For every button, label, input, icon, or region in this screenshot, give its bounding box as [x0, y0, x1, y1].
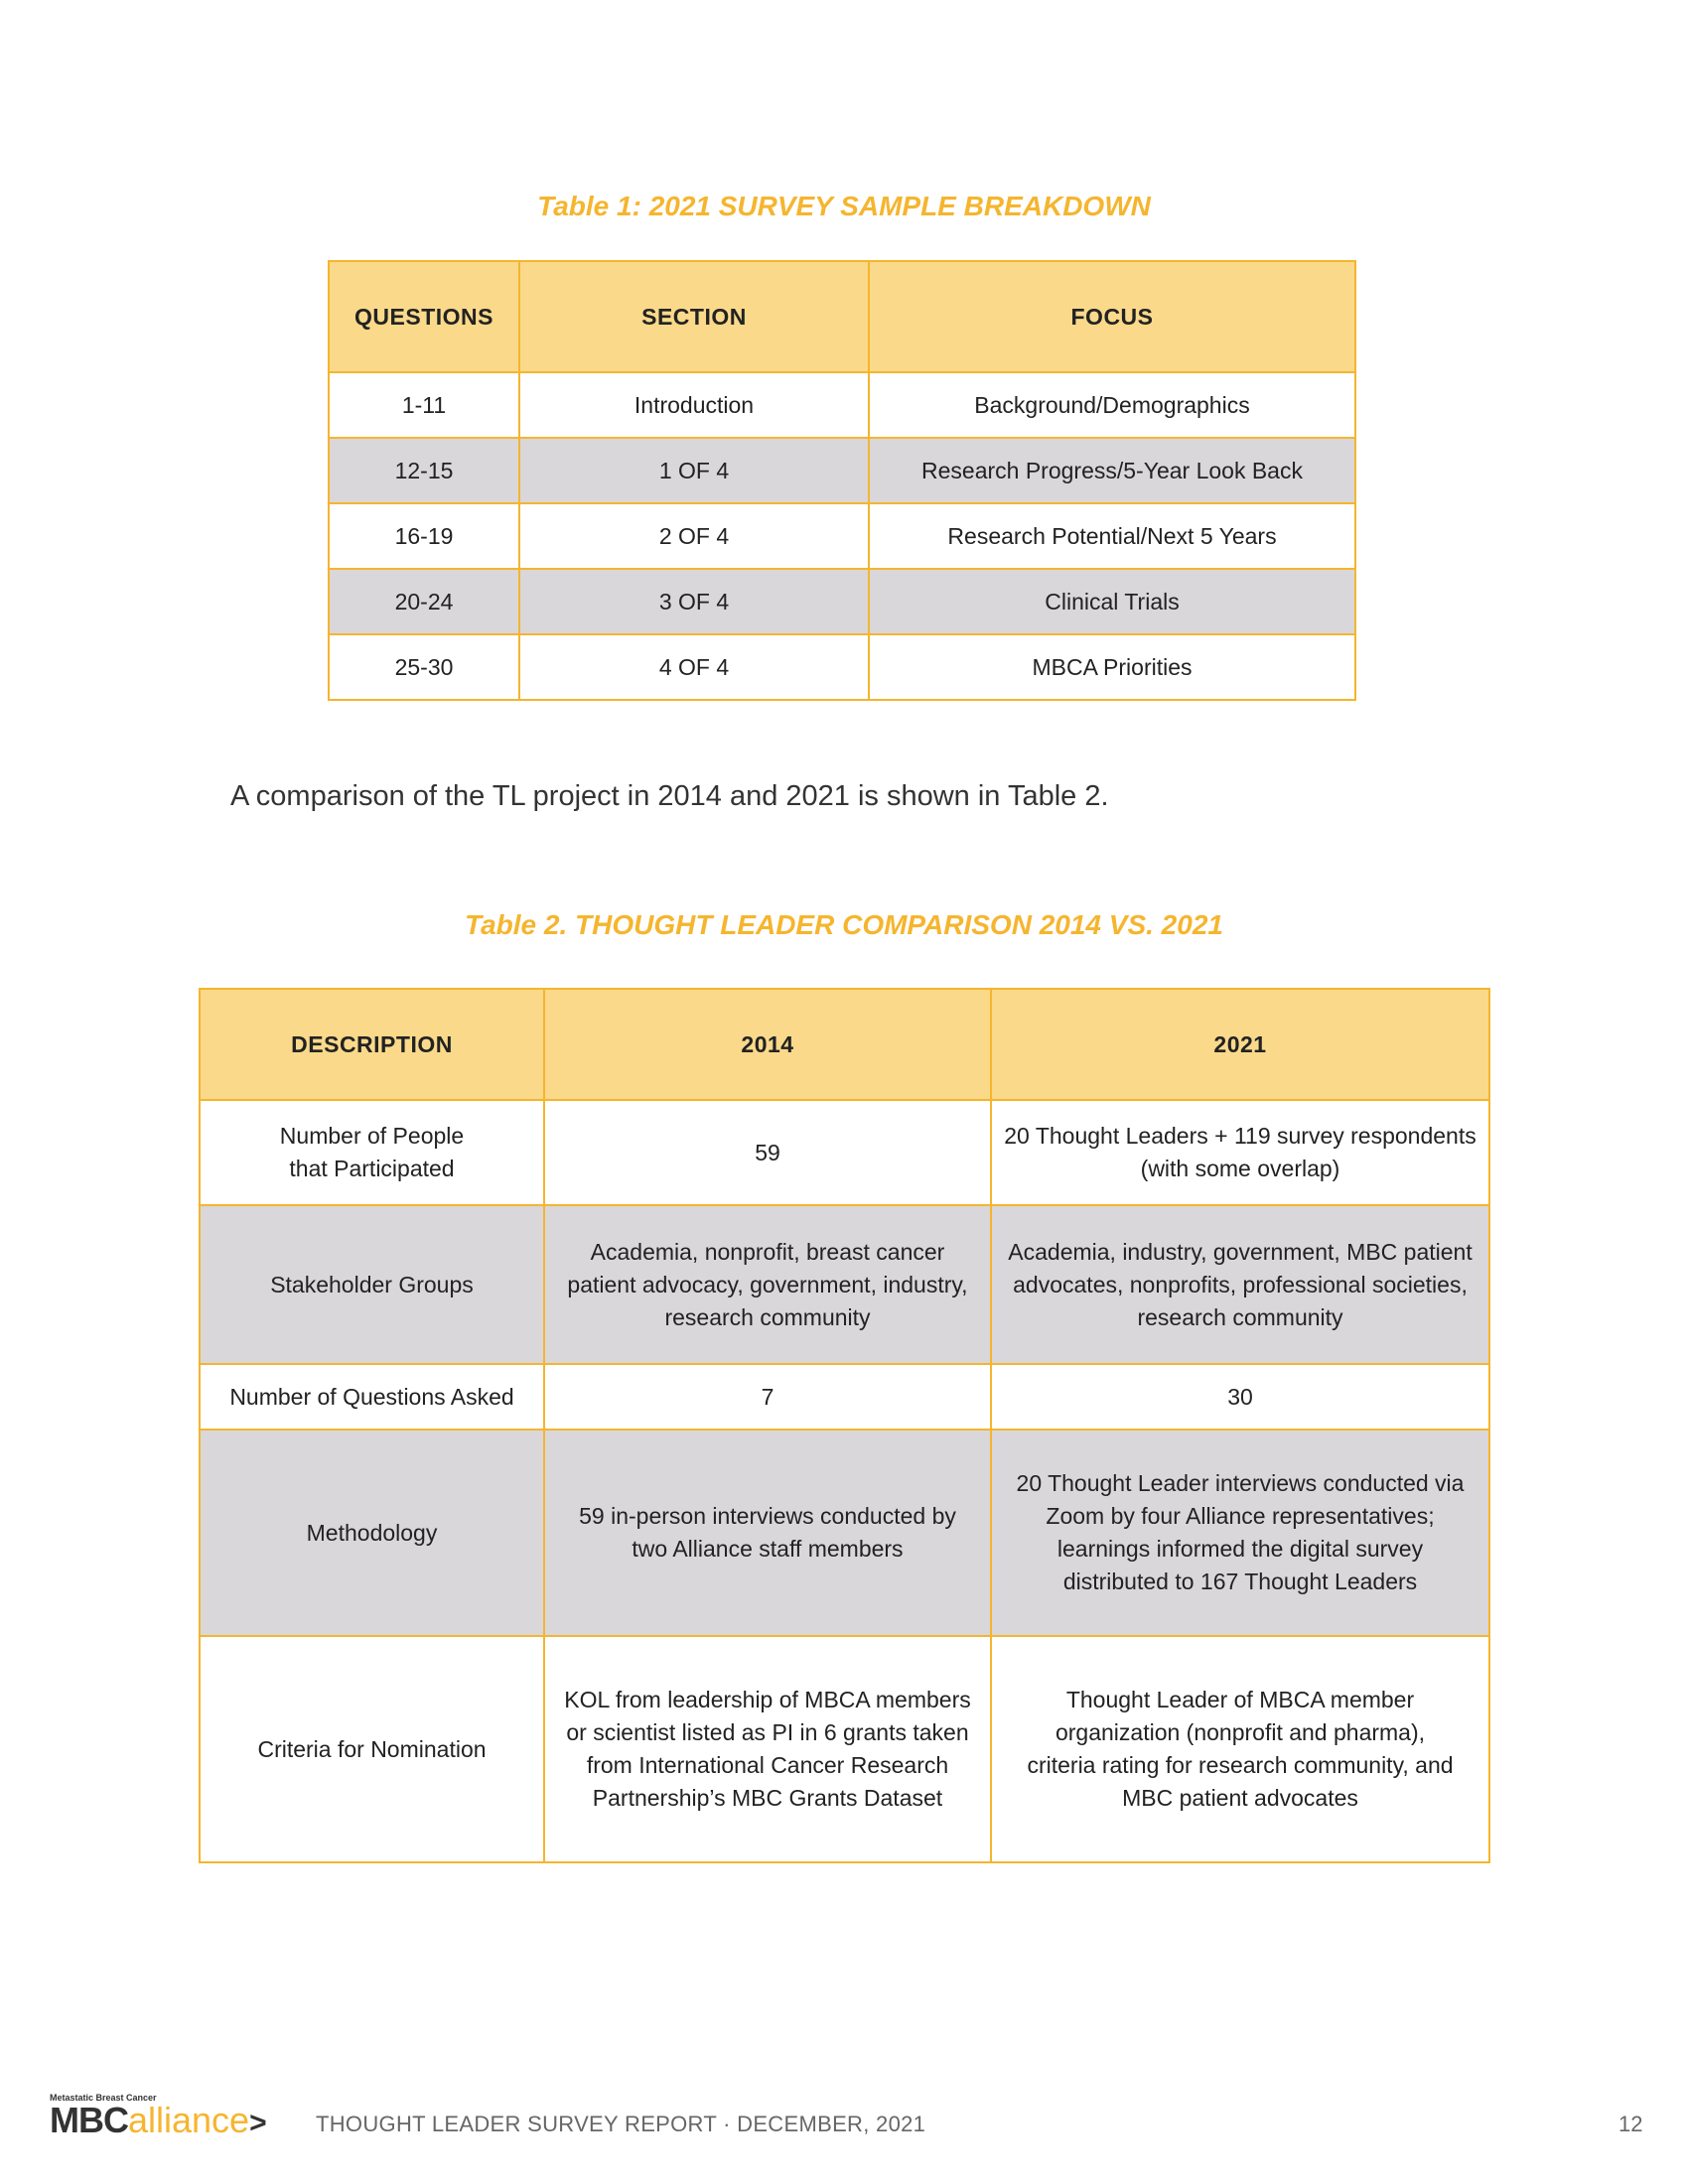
- table-cell: MBCA Priorities: [869, 634, 1355, 700]
- table2-caption: Table 2. THOUGHT LEADER COMPARISON 2014 VS. 2021: [465, 909, 1223, 940]
- table-cell: Clinical Trials: [869, 569, 1355, 634]
- column-header: 2014: [544, 989, 991, 1100]
- table-cell: 20 Thought Leader interviews conducted via Zoom by four Alliance representatives; learnings informed the digital survey distributed to 167 Thought Leaders: [991, 1430, 1489, 1636]
- table1-caption: Table 1: 2021 SURVEY SAMPLE BREAKDOWN: [537, 191, 1151, 221]
- table-row: [200, 1430, 1489, 1636]
- intro-paragraph: A comparison of the TL project in 2014 and 2021 is shown in Table 2.: [230, 780, 1109, 812]
- table-row: [200, 1364, 1489, 1430]
- table-cell: Research Potential/Next 5 Years: [869, 503, 1355, 569]
- table-cell: Methodology: [200, 1430, 544, 1636]
- logo-mbc: MBC: [50, 2100, 128, 2140]
- thought-leader-comparison-table: [199, 988, 1490, 1863]
- table-row: [200, 1636, 1489, 1862]
- table-cell: [991, 1636, 1489, 1862]
- column-header: QUESTIONS: [329, 261, 519, 372]
- table-cell: 25-30: [329, 634, 519, 700]
- cell-text: Thought Leader of MBCA member organization (nonprofit and pharma), criteria rating for research community, and MBC patient advocates: [1027, 1687, 1454, 1811]
- table-cell: 30: [991, 1364, 1489, 1430]
- table-cell: 1 OF 4: [519, 438, 869, 503]
- table-cell: 1-11: [329, 372, 519, 438]
- column-header: 2021: [991, 989, 1489, 1100]
- page-number: 12: [1618, 2112, 1643, 2136]
- table-cell: 2 OF 4: [519, 503, 869, 569]
- table-header-row: [200, 989, 1489, 1100]
- table-cell: Academia, nonprofit, breast cancer patient advocacy, government, industry, research community: [544, 1205, 991, 1364]
- logo-alliance: alliance: [127, 2100, 250, 2140]
- table-row: [329, 438, 1355, 503]
- mbc-alliance-logo: [50, 2093, 298, 2142]
- cell-text: Number of People that Participated: [279, 1123, 465, 1181]
- column-header: FOCUS: [869, 261, 1355, 372]
- chevron-right-icon: >: [249, 2107, 267, 2139]
- logo-tagline: Metastatic Breast Cancer: [50, 2093, 157, 2103]
- table-cell: Background/Demographics: [869, 372, 1355, 438]
- table-row: [329, 503, 1355, 569]
- table-cell: Number of Questions Asked: [200, 1364, 544, 1430]
- table-row: [200, 1100, 1489, 1205]
- table-cell: KOL from leadership of MBCA members or scientist listed as PI in 6 grants taken from International Cancer Research Partnership’s MBC Grants Dataset: [544, 1636, 991, 1862]
- footer-report-title: THOUGHT LEADER SURVEY REPORT · DECEMBER, 2021: [316, 2112, 926, 2136]
- table-cell: 12-15: [329, 438, 519, 503]
- table-cell: Research Progress/5-Year Look Back: [869, 438, 1355, 503]
- table-cell: 3 OF 4: [519, 569, 869, 634]
- table-cell: [200, 1100, 544, 1205]
- cell-text: 59 in-person interviews conducted by two Alliance staff members: [579, 1503, 956, 1562]
- survey-breakdown-table: [328, 260, 1356, 701]
- table-row: [200, 1205, 1489, 1364]
- table-cell: 20 Thought Leaders + 119 survey respondents (with some overlap): [991, 1100, 1489, 1205]
- column-header: SECTION: [519, 261, 869, 372]
- table-cell: 16-19: [329, 503, 519, 569]
- table-row: [329, 569, 1355, 634]
- table-cell: 20-24: [329, 569, 519, 634]
- table-cell: 59: [544, 1100, 991, 1205]
- table-cell: Introduction: [519, 372, 869, 438]
- table-cell: Stakeholder Groups: [200, 1205, 544, 1364]
- table-cell: 7: [544, 1364, 991, 1430]
- table-header-row: [329, 261, 1355, 372]
- table-row: [329, 634, 1355, 700]
- table-cell: Criteria for Nomination: [200, 1636, 544, 1862]
- table-cell: Academia, industry, government, MBC patient advocates, nonprofits, professional societies, research community: [991, 1205, 1489, 1364]
- logo-wordmark: [50, 2101, 267, 2143]
- column-header: DESCRIPTION: [200, 989, 544, 1100]
- table-cell: [544, 1430, 991, 1636]
- table-row: [329, 372, 1355, 438]
- table-cell: 4 OF 4: [519, 634, 869, 700]
